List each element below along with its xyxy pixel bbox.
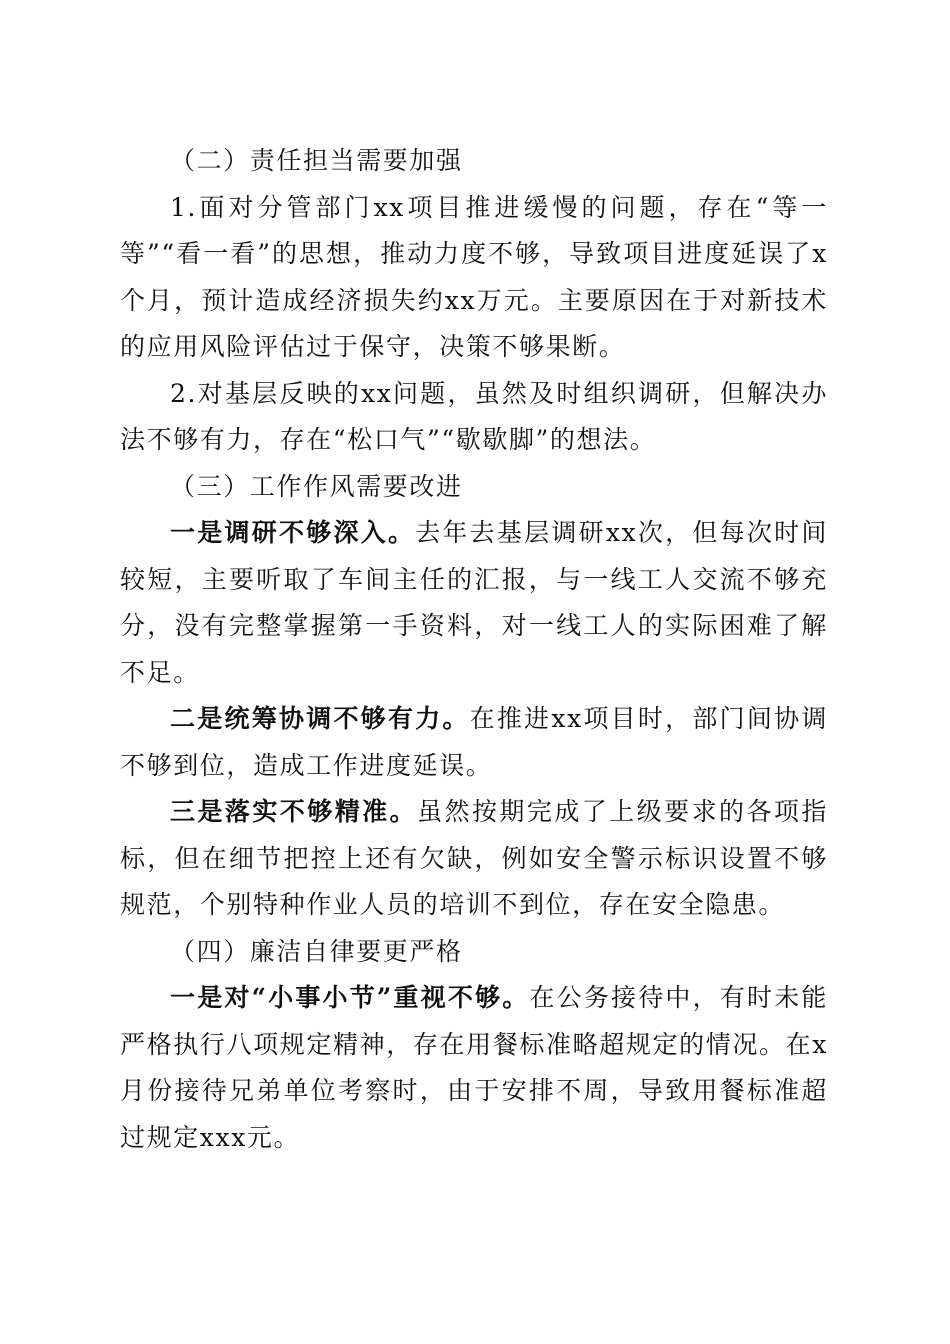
paragraph-text: 在推进xx项目时，部门间协调不够到位，造成工作进度延误。 bbox=[120, 704, 828, 780]
paragraph-text: 去年去基层调研xx次，但每次时间较短，主要听取了车间主任的汇报，与一线工人交流不够充分，没有完整掌握第一手资料，对一线工人的实际困难了解不足。 bbox=[120, 518, 828, 687]
paragraph-4-1 bbox=[120, 975, 828, 1161]
paragraph-lead: 三是落实不够精准。 bbox=[170, 797, 418, 826]
paragraph-text: 在公务接待中，有时未能严格执行八项规定精神，存在用餐标准略超规定的情况。在x月份接待兄弟单位考察时，由于安排不周，导致用餐标准超过规定xxx元。 bbox=[120, 983, 828, 1152]
paragraph-lead: 一是调研不够深入。 bbox=[170, 518, 416, 547]
section-heading-4: （四）廉洁自律要更严格 bbox=[170, 936, 463, 966]
section-heading-3: （三）工作作风需要改进 bbox=[170, 471, 463, 501]
paragraph-3-3 bbox=[120, 789, 828, 929]
paragraph-3-2 bbox=[120, 696, 828, 789]
paragraph-2-2: 2.对基层反映的xx问题，虽然及时组织调研，但解决办法不够有力，存在“松口气”“歇歇脚”的想法。 bbox=[120, 378, 828, 454]
section-heading-2: （二）责任担当需要加强 bbox=[170, 146, 463, 175]
paragraph-2-1: 1.面对分管部门xx项目推进缓慢的问题，存在“等一等”“看一看”的思想，推动力度不够，导致项目进度延误了x个月，预计造成经济损失约xx万元。主要原因在于对新技术的应用风险评估过于保守，决策不够果断。 bbox=[120, 192, 828, 361]
paragraph-lead: 一是对“小事小节”重视不够。 bbox=[170, 983, 530, 1012]
paragraph-lead: 二是统筹协调不够有力。 bbox=[170, 704, 470, 733]
paragraph-3-1 bbox=[120, 510, 828, 696]
paragraph-text: 虽然按期完成了上级要求的各项指标，但在细节把控上还有欠缺，例如安全警示标识设置不够规范，个别特种作业人员的培训不到位，存在安全隐患。 bbox=[120, 797, 828, 919]
